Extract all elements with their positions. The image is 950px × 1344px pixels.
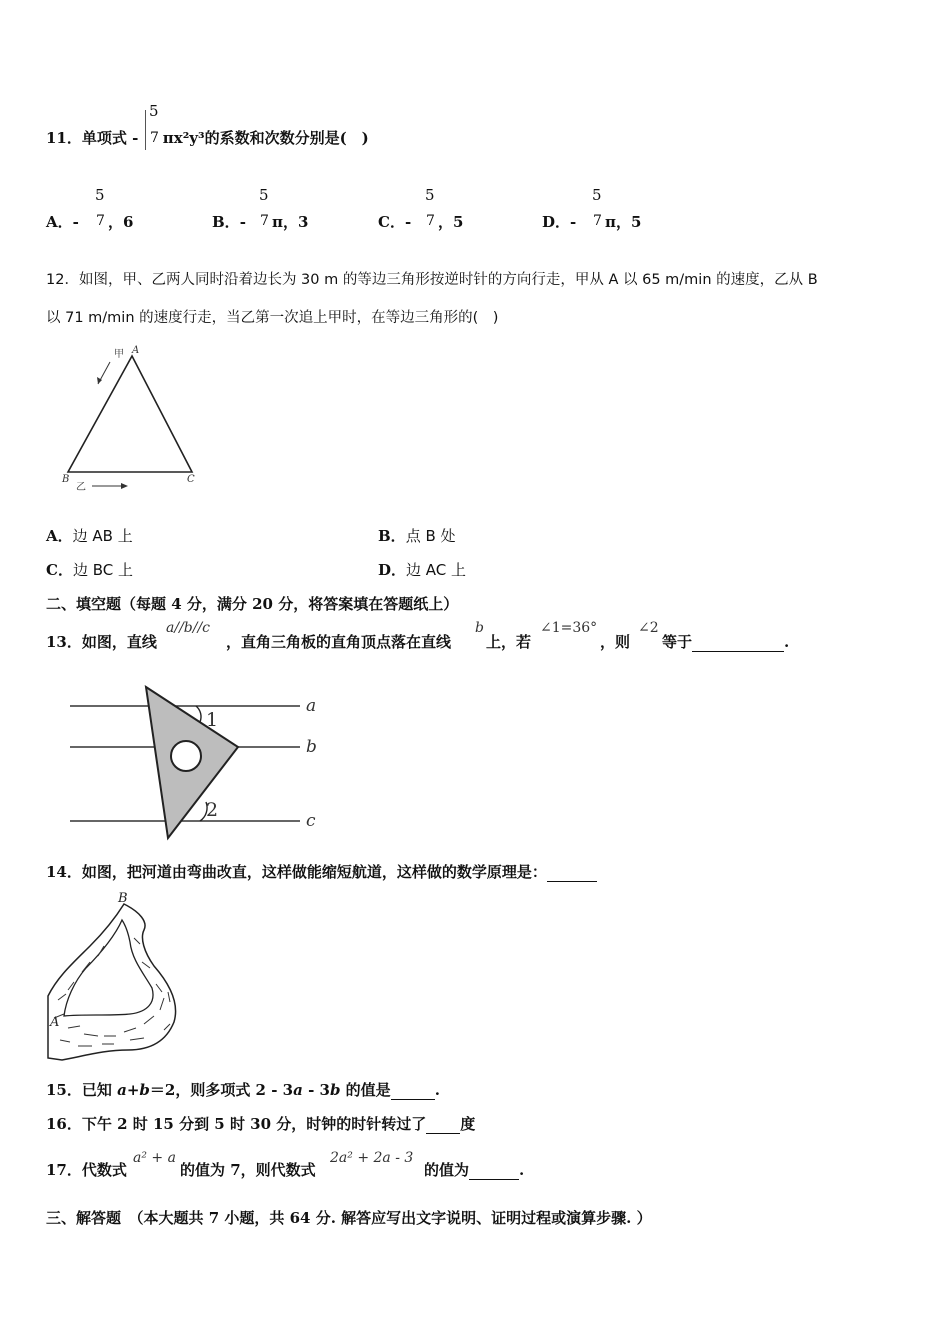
q12-option-c[interactable]: C．边 BC 上 xyxy=(46,561,133,579)
q12-label-c: C xyxy=(187,474,195,485)
q11-option-a-tail: ，6 xyxy=(108,213,134,231)
q11-frac-denominator: 7 xyxy=(150,130,159,146)
q13-number-text: 13．如图，直线 xyxy=(46,633,157,651)
q11-option-d-tail: π，5 xyxy=(605,213,642,231)
q13-end: 等于 . xyxy=(662,633,790,651)
section2-title: 二、填空题（每题 4 分，满分 20 分，将答案填在答题纸上） xyxy=(46,595,459,613)
q13-label-c: c xyxy=(306,811,316,831)
q11-frac-bar xyxy=(145,110,146,150)
q13-mid-text: ，直角三角板的直角顶点落在直线 xyxy=(226,633,452,651)
q15: 15．已知 a+b＝2，则多项式 2 - 3a - 3b 的值是 . xyxy=(46,1081,440,1099)
q13-cond-parallel: a//b//c xyxy=(166,620,211,636)
q11-option-b-den: 7 xyxy=(260,213,269,229)
q14-stem: 14．如图，把河道由弯曲改直，这样做能缩短航道，这样做的数学原理是： xyxy=(46,862,597,882)
q17-expr1: a² + a xyxy=(133,1150,176,1166)
q11-option-c-den: 7 xyxy=(426,213,435,229)
q13-label-b: b xyxy=(306,737,317,757)
q13-cond-angle: ∠1=36° xyxy=(540,620,598,636)
q13-label-1: 1 xyxy=(206,709,219,731)
q13-target-angle: ∠2 xyxy=(638,620,659,636)
q11-option-a-label: A． xyxy=(46,213,73,231)
q12-triangle-figure xyxy=(50,340,220,500)
q12-option-a[interactable]: A．边 AB 上 xyxy=(46,527,133,545)
q13-label-2: 2 xyxy=(206,799,219,821)
q13-set-square-hole xyxy=(171,741,201,771)
q17-answer-blank[interactable] xyxy=(469,1179,519,1180)
q11-stem-body: πx²y³ xyxy=(162,129,205,147)
q11-option-d-label: D． xyxy=(542,213,571,231)
q12-triangle xyxy=(68,356,192,472)
q11-stem xyxy=(46,128,369,148)
q11-option-c-tail: ，5 xyxy=(438,213,464,231)
q16: 16．下午 2 时 15 分到 5 时 30 分，时钟的时针转过了 度 xyxy=(46,1115,476,1133)
q15-answer-blank[interactable] xyxy=(391,1099,435,1100)
q14-river-outer xyxy=(48,904,176,1060)
q11-option-c-num: 5 xyxy=(425,186,435,204)
q17-end: 的值为 . xyxy=(424,1161,525,1179)
q14-river-inner xyxy=(64,920,153,1016)
q11-number: 11． xyxy=(46,129,82,147)
q15-expr: a+b xyxy=(117,1081,150,1099)
q17-prefix: 17．代数式 xyxy=(46,1161,127,1179)
q12-label-b: B xyxy=(62,474,70,485)
section3-title: 三、解答题 （本大题共 7 小题，共 64 分. 解答应写出文字说明、证明过程或演算步骤. ） xyxy=(46,1209,652,1227)
q12-stem-line2: 以 71 m/min 的速度行走，当乙第一次追上甲时，在等边三角形的( ) xyxy=(46,310,499,326)
q11-option-b-num: 5 xyxy=(259,186,269,204)
q16-answer-blank[interactable] xyxy=(426,1133,460,1134)
q11-option-c-label: C． xyxy=(378,213,405,231)
q11-option-d-den: 7 xyxy=(593,213,602,229)
q12-option-d[interactable]: D．边 AC 上 xyxy=(378,561,467,579)
q12-label-yi: 乙 xyxy=(76,482,86,493)
q11-stem-suffix: 的系数和次数分别是( ) xyxy=(204,129,369,147)
q17-mid: 的值为 7，则代数式 xyxy=(180,1161,316,1179)
q14-label-a: A xyxy=(50,1015,60,1030)
q14-label-b: B xyxy=(118,891,128,906)
q12-option-b[interactable]: B．点 B 处 xyxy=(378,527,456,545)
q11-option-a-den: 7 xyxy=(96,213,105,229)
q11-option-b-label: B． xyxy=(212,213,240,231)
q11-option-b-tail: π，3 xyxy=(272,213,309,231)
q11-option-d-num: 5 xyxy=(592,186,602,204)
q11-option-a-num: 5 xyxy=(95,186,105,204)
q13-mid-text2: 上，若 xyxy=(486,633,532,651)
q13-mid-text3: ，则 xyxy=(600,633,631,651)
q11-stem-prefix: 单项式 - xyxy=(81,129,139,147)
q12-arrow-yi-head xyxy=(121,483,128,489)
q13-line-b: b xyxy=(475,620,484,636)
q14-answer-blank[interactable] xyxy=(547,881,597,882)
q17-expr2: 2a² + 2a - 3 xyxy=(330,1150,414,1166)
q14-river-figure xyxy=(44,890,184,1060)
q13-label-a: a xyxy=(306,696,317,716)
q12-label-jia: 甲 xyxy=(114,349,124,360)
q12-label-a: A xyxy=(132,345,140,356)
q13-figure xyxy=(60,680,330,850)
q12-stem-line1: 12．如图，甲、乙两人同时沿着边长为 30 m 的等边三角形按逆时针的方向行走，甲从 A 以 65 m/min 的速度，乙从 B xyxy=(46,272,818,288)
q13-answer-blank[interactable] xyxy=(692,651,784,652)
q11-frac-numerator: 5 xyxy=(149,102,159,120)
